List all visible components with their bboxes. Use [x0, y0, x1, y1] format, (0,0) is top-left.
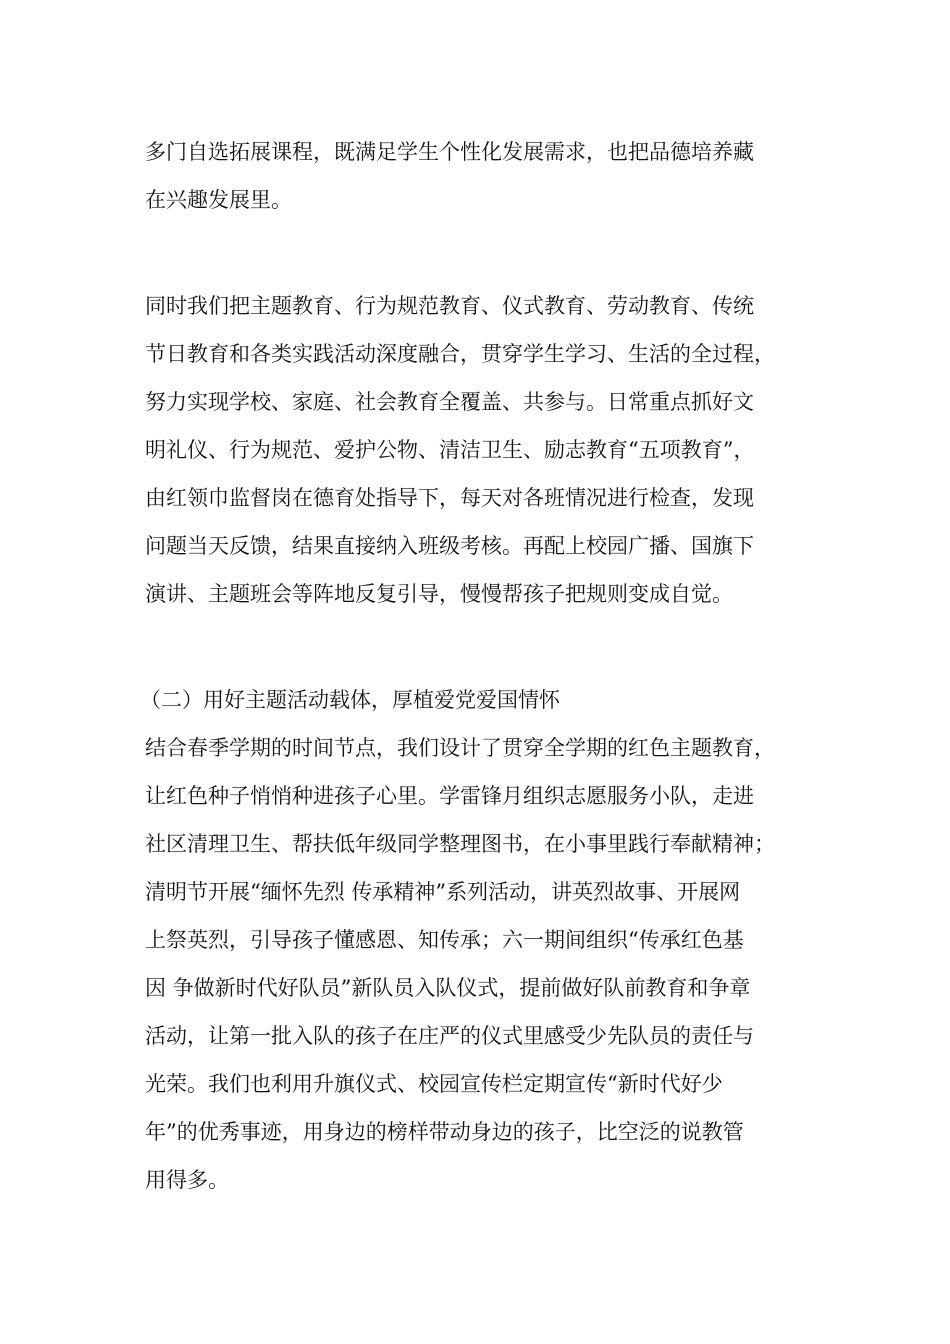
text-line: 让红色种子悄悄种进孩子心里。学雷锋月组织志愿服务小队，走进 [145, 784, 754, 808]
text-line: 由红领巾监督岗在德育处指导下，每天对各班情况进行检查，发现 [145, 486, 754, 510]
section-heading: （二）用好主题活动载体，厚植爱党爱国情怀 [140, 688, 560, 712]
text-line: 问题当天反馈，结果直接纳入班级考核。再配上校园广播、国旗下 [145, 534, 754, 558]
text-line: 演讲、主题班会等阵地反复引导，慢慢帮孩子把规则变成自觉。 [145, 582, 733, 606]
text-line: 上祭英烈，引导孩子懂感恩、知传承；六一期间组织“传承红色基 [145, 928, 744, 952]
text-line: 光荣。我们也利用升旗仪式、校园宣传栏定期宣传“新时代好少 [145, 1072, 723, 1096]
text-line: 努力实现学校、家庭、社会教育全覆盖、共参与。日常重点抓好文 [145, 390, 754, 414]
text-line: 社区清理卫生、帮扶低年级同学整理图书，在小事里践行奉献精神； [145, 832, 775, 856]
text-line: 明礼仪、行为规范、爱护公物、清洁卫生、励志教育“五项教育”， [145, 438, 755, 462]
text-line: 同时我们把主题教育、行为规范教育、仪式教育、劳动教育、传统 [145, 294, 754, 318]
text-line: 因 争做新时代好队员”新队员入队仪式，提前做好队前教育和争章 [145, 976, 751, 1000]
text-line: 活动，让第一批入队的孩子在庄严的仪式里感受少先队员的责任与 [145, 1024, 754, 1048]
text-line: 用得多。 [145, 1168, 229, 1192]
text-line: 节日教育和各类实践活动深度融合，贯穿学生学习、生活的全过程， [145, 342, 775, 366]
text-line: 多门自选拓展课程，既满足学生个性化发展需求，也把品德培养藏 [145, 140, 754, 164]
text-line: 年”的优秀事迹，用身边的榜样带动身边的孩子，比空泛的说教管 [145, 1120, 744, 1144]
text-line: 在兴趣发展里。 [145, 188, 292, 212]
text-line: 清明节开展“缅怀先烈 传承精神”系列活动，讲英烈故事、开展网 [145, 880, 741, 904]
text-line: 结合春季学期的时间节点，我们设计了贯穿全学期的红色主题教育， [145, 736, 775, 760]
